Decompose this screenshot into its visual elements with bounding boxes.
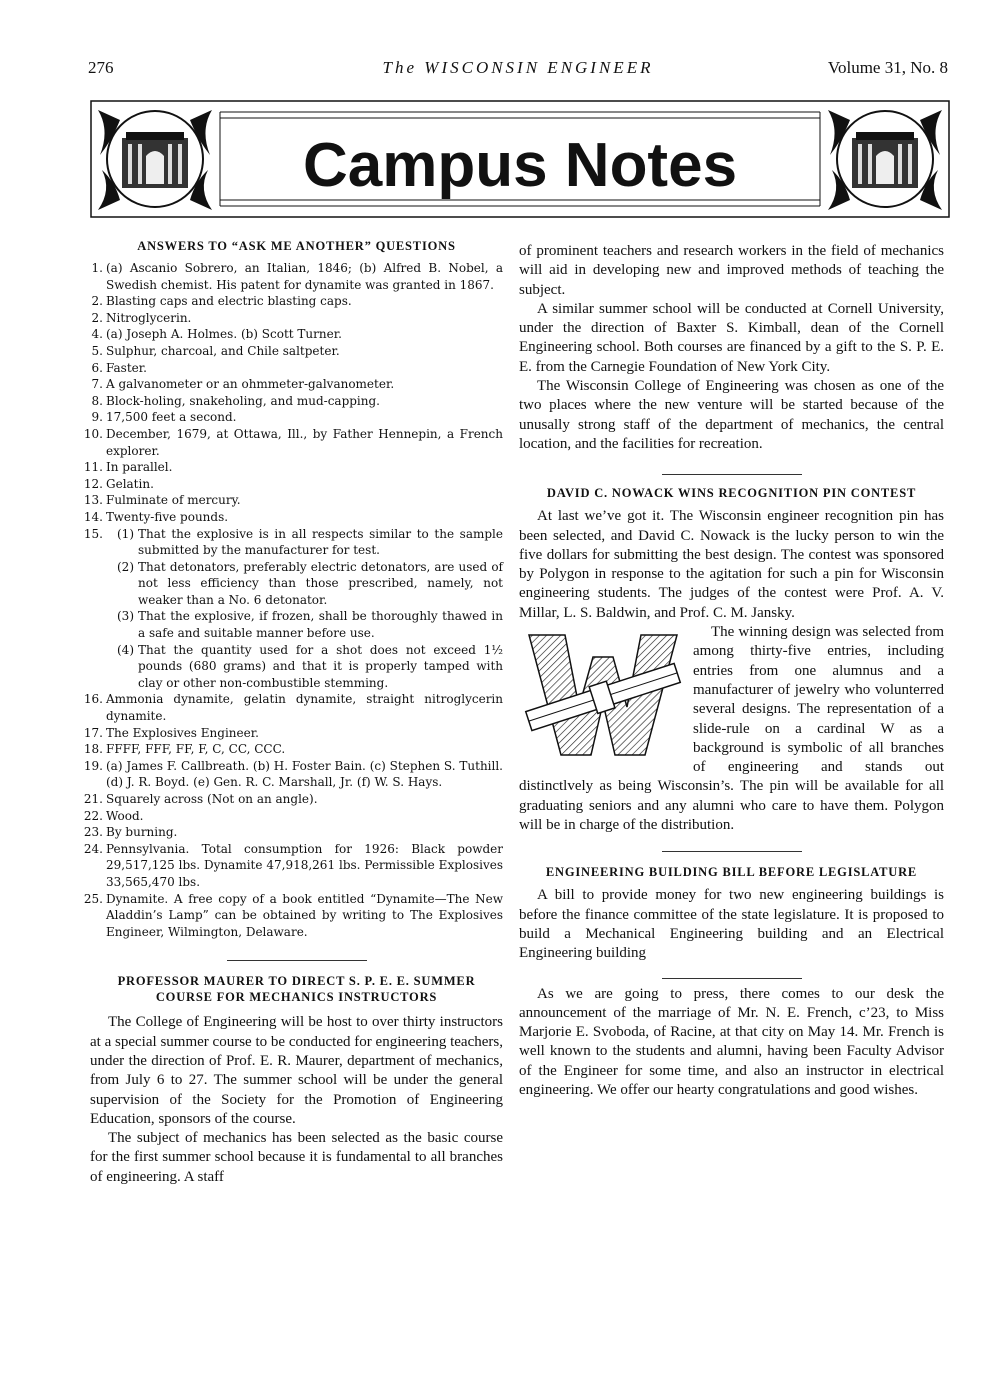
answer-item xyxy=(83,725,503,742)
answer-item xyxy=(83,741,503,758)
answer-text: (a) Joseph A. Holmes. (b) Scott Turner. xyxy=(106,327,342,342)
answer-text: 17,500 feet a second. xyxy=(106,410,237,425)
answer-text: The Explosives Engineer. xyxy=(106,725,259,740)
answer-number: 2. xyxy=(91,310,103,325)
journal-title: The WISCONSIN ENGINEER xyxy=(382,58,654,77)
answer-number: 2. xyxy=(91,294,103,309)
answer-subitem xyxy=(106,608,503,641)
answer-item xyxy=(83,824,503,841)
answer-item xyxy=(83,791,503,808)
answer-text: Block-holing, snakeholing, and mud-capping. xyxy=(106,393,380,408)
page-number: 276 xyxy=(88,58,114,77)
answer-item xyxy=(83,841,503,891)
answer-number: 12. xyxy=(83,476,103,491)
answer-text: Ammonia dynamite, gelatin dynamite, straight nitroglycerin dynamite. xyxy=(106,692,503,724)
answer-text: Sulphur, charcoal, and Chile saltpeter. xyxy=(106,343,340,358)
answer-text: (a) Ascanio Sobrero, an Italian, 1846; (b) Alfred B. Nobel, a Swedish chemist. His patent for dynamite was granted in 1867. xyxy=(106,261,503,292)
answer-text: Pennsylvania. Total consumption for 1926: Black powder 29,517,125 lbs. Dynamite 47,918,261 lbs. Permissible Explosives 33,565,470 lbs. xyxy=(106,841,503,889)
subitem-text: That the explosive is in all respects similar to the sample submitted by the manufacturer for test. xyxy=(138,526,503,558)
answers-list xyxy=(83,260,503,940)
maurer-heading: PROFESSOR MAURER TO DIRECT S. P. E. E. SUMMER COURSE FOR MECHANICS INSTRUCTORS xyxy=(117,974,476,1005)
subitem-number: (1) xyxy=(117,526,134,541)
maurer-paragraph-1: The College of Engineering will be host to over thirty instructors at a special summer course to be conducted for engineering teachers, under the direction of Prof. E. R. Maurer, department of mechanics, from July 6 to 27. The summer school will be under the general supervision of the Society for the Promotion of Engineering Education, sponsors of the course. xyxy=(90,1014,503,1127)
answer-item xyxy=(83,526,503,692)
answer-text: By burning. xyxy=(106,825,178,840)
running-header xyxy=(88,58,948,82)
left-column xyxy=(83,238,503,1187)
subitem-text: That the explosive, if frozen, shall be thoroughly thawed in a safe and suitable manner before use. xyxy=(138,609,503,641)
answer-item xyxy=(83,476,503,493)
answer-text: Wood. xyxy=(106,808,144,823)
answer-number: 23. xyxy=(83,825,103,840)
answer-number: 25. xyxy=(83,891,103,906)
maurer-paragraph-4: A similar summer school will be conducted at Cornell University, under the direction of Baxter S. Kimball, dean of the Cornell Engineering school. Both courses are financed by a gift to the S. P. E. E. from the Carnegie Foundation of New York City. xyxy=(519,300,944,375)
answer-text: Fulminate of mercury. xyxy=(106,493,241,508)
answer-number: 8. xyxy=(91,393,103,408)
answer-subitem xyxy=(106,642,503,692)
building-paragraph-1: A bill to provide money for two new engineering buildings is before the finance committee of the state legislature. It is proposed to build a Mechanical Engineering building and an Electrical Engineering building xyxy=(519,887,944,962)
banner-artwork xyxy=(90,100,950,218)
answer-text: (a) James F. Callbreath. (b) H. Foster Bain. (c) Stephen S. Tuthill. (d) J. R. Boyd. (e) Gen. R. C. Marshall, Jr. (f) W. S. Hays. xyxy=(106,758,503,790)
answer-item xyxy=(90,376,503,393)
w-slide-rule-icon xyxy=(519,627,687,763)
maurer-paragraph-5: The Wisconsin College of Engineering was chosen as one of the two places where the new venture will be started because of the unusally strong staff of the department of mechanics, the central location, and the facilities for recreation. xyxy=(519,378,944,452)
answer-number: 15. xyxy=(83,526,103,541)
answer-number: 1. xyxy=(91,261,103,275)
answer-text: Blasting caps and electric blasting caps. xyxy=(106,294,352,309)
left-building-ornament xyxy=(98,110,212,210)
marriage-paragraph: As we are going to press, there comes to our desk the announcement of the marriage of Mr. N. E. French, c’23, to Miss Marjorie E. Svoboda, of Racine, at that city on May 14. Mr. French is well known to the students and alumni, having been Faculty Advisor of the Engineer for some time, and also an instructor in electrical engineering. We offer our hearty congratulations and good wishes. xyxy=(519,985,944,1098)
answer-item xyxy=(90,260,503,293)
answer-item xyxy=(83,891,503,941)
answer-item xyxy=(90,343,503,360)
answer-number: 7. xyxy=(91,377,103,392)
answer-item xyxy=(83,426,503,459)
subitem-text: That detonators, preferably electric detonators, are used of not less efficiency than those prescribed, namely, not weaker than a No. 6 detonator. xyxy=(138,559,503,607)
answer-text: Nitroglycerin. xyxy=(106,310,192,325)
answer-item xyxy=(90,310,503,327)
answer-item xyxy=(90,360,503,377)
answer-text: FFFF, FFF, FF, F, C, CC, CCC. xyxy=(106,742,286,757)
answer-number: 14. xyxy=(83,509,103,524)
answer-item xyxy=(83,492,503,509)
answer-item xyxy=(90,393,503,410)
banner-title: Campus Notes xyxy=(302,131,738,200)
answer-number: 9. xyxy=(91,410,103,425)
nowack-heading: DAVID C. NOWACK WINS RECOGNITION PIN CONTEST xyxy=(546,486,917,501)
answer-text: Dynamite. A free copy of a book entitled “Dynamite—The New Aladdin’s Lamp” can be obtained by writing to The Explosives Engineer, Wilmington, Delaware. xyxy=(106,891,503,939)
answer-number: 13. xyxy=(83,493,103,508)
answer-text: Gelatin. xyxy=(106,476,154,491)
subitem-number: (4) xyxy=(117,642,134,657)
answer-item xyxy=(90,409,503,426)
answer-number: 19. xyxy=(83,758,103,773)
answer-number: 10. xyxy=(83,426,103,441)
answer-item xyxy=(90,326,503,343)
answer-number: 6. xyxy=(91,360,103,375)
recognition-pin-illustration xyxy=(519,627,687,763)
answer-number: 5. xyxy=(91,343,103,358)
subitem-text: That the quantity used for a shot does not exceed 1½ pounds (680 grams) and that it is properly tamped with clay or other non-combustible stemming. xyxy=(138,642,503,690)
answer-number: 17. xyxy=(83,725,103,740)
answer-number: 22. xyxy=(83,808,103,823)
right-building-ornament xyxy=(828,110,942,210)
answer-text: December, 1679, at Ottawa, Ill., by Father Hennepin, a French explorer. xyxy=(106,426,503,458)
answer-number: 4. xyxy=(91,327,103,342)
building-heading: ENGINEERING BUILDING BILL BEFORE LEGISLATURE xyxy=(545,865,918,880)
answers-heading: ANSWERS TO “ASK ME ANOTHER” QUESTIONS xyxy=(137,239,456,253)
nowack-paragraph-1: At last we’ve got it. The Wisconsin engineer recognition pin has been selected, and David C. Nowack is the lucky person to win the five dollars for submitting the best design. The contest was sponsored by Polygon in response to the agitation for such a pin for Wisconsin engineering students. The judges of the contest were Prof. A. V. Millar, L. S. Baldwin, and Prof. C. M. Jansky. xyxy=(519,508,944,621)
answer-item xyxy=(83,758,503,791)
answer-item xyxy=(83,808,503,825)
answer-number: 16. xyxy=(83,692,103,707)
answer-subitem xyxy=(106,526,503,559)
answer-text: Squarely across (Not on an angle). xyxy=(106,792,318,806)
answer-text: In parallel. xyxy=(106,460,173,475)
answer-subitem xyxy=(106,559,503,609)
answer-item xyxy=(83,691,503,724)
subitem-number: (3) xyxy=(117,609,134,624)
subitem-number: (2) xyxy=(117,559,134,574)
answer-number: 24. xyxy=(83,841,103,856)
right-column xyxy=(519,242,944,1100)
answer-number: 21. xyxy=(83,792,103,806)
answer-text: A galvanometer or an ohmmeter-galvanometer. xyxy=(106,377,395,392)
answer-item xyxy=(90,293,503,310)
answer-number: 18. xyxy=(83,742,103,757)
answer-text: Faster. xyxy=(106,360,147,375)
answer-text: Twenty-five pounds. xyxy=(106,509,229,524)
answer-item xyxy=(83,509,503,526)
volume-number: Volume 31, No. 8 xyxy=(827,58,948,77)
maurer-paragraph-3: of prominent teachers and research workers in the field of mechanics will aid in developing new and improved methods of teaching the subject. xyxy=(519,243,944,298)
maurer-paragraph-2: The subject of mechanics has been selected as the basic course for the first summer school because it is fundamental to all branches of engineering. A staff xyxy=(90,1130,503,1185)
campus-notes-banner xyxy=(90,100,950,218)
answer-number: 11. xyxy=(83,460,103,475)
answer-item xyxy=(83,459,503,476)
nowack-paragraph-2: The winning design was selected from among thirty-five entries, including entries from one alumnus and a manufacturer of jewelry who volunterred several designs. The representation of a slide-rule on a cardinal W as a background is symbolic of all branches of engineering and stands out distinctlvely as being Wisconsin’s. The pin will be available for all graduating seniors and any alumni who care to have them. Polygon will be in charge of the distribution. xyxy=(519,624,944,834)
